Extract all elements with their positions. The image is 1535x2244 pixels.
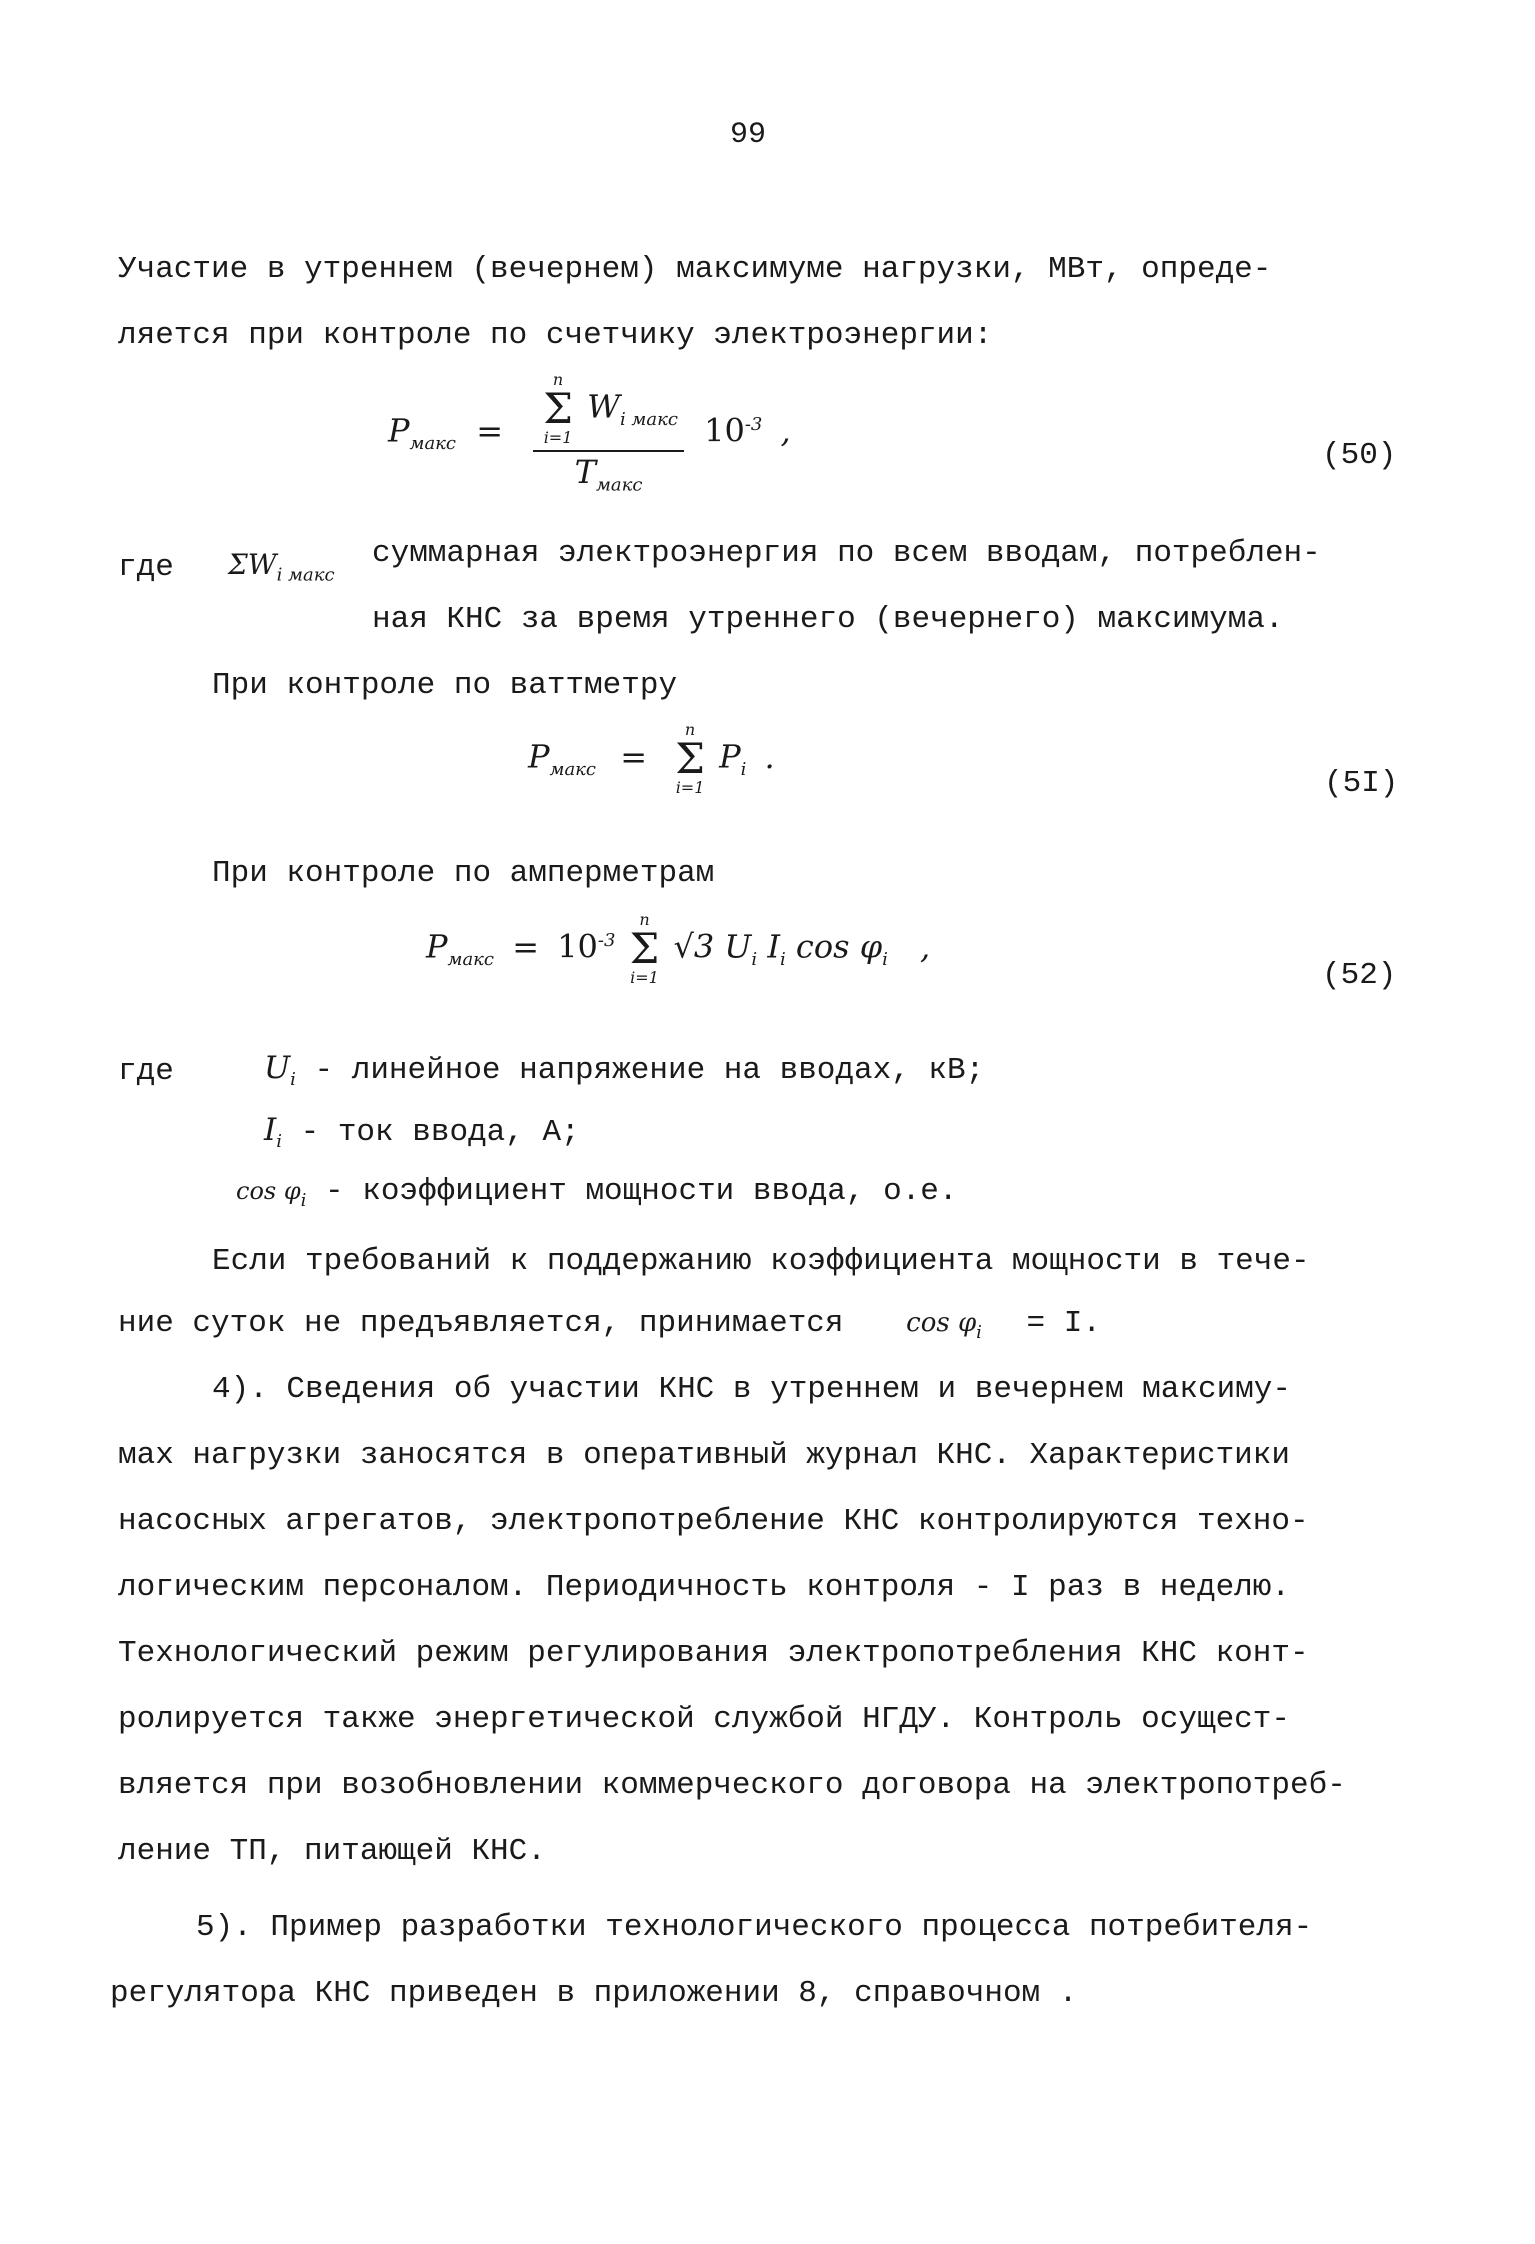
where-2-item-3-text: - коэффициент мощности ввода, о.е. (306, 1174, 958, 1209)
eq52-tail: , (920, 927, 931, 966)
item-4-line: вляется при возобновлении коммерческого договора на электропотреб- (118, 1768, 1346, 1803)
eq51-equals: = (620, 737, 648, 776)
eq50-sum (543, 372, 573, 446)
eq52-term-cos: cos φ (785, 927, 883, 966)
eq52-factor-exp: -3 (597, 929, 616, 951)
wattmeter-intro: При контроле по ваттметру (212, 668, 678, 703)
where-1-symbol-main: ΣW (228, 548, 277, 581)
eq51-sum-upper: n (684, 720, 696, 739)
eq51-term-sub: i (740, 758, 747, 780)
where-2-item-1-sub: i (290, 1069, 296, 1091)
eq50-tail: , (780, 411, 791, 450)
where-2-item-2-symbol: I (264, 1112, 277, 1148)
where-1-symbol-sub: i макс (276, 564, 335, 586)
eq52-sum (630, 912, 660, 986)
eq52-term-i-sub: i (779, 948, 786, 970)
eq50-factor: 10 (704, 411, 745, 450)
eq50-denominator (575, 452, 643, 494)
where-1-text-2: ная КНС за время утреннего (вечернего) максимума. (372, 602, 1284, 637)
paragraph-2-line-1: Если требований к поддержанию коэффициента мощности в тече- (212, 1244, 1310, 1279)
where-2-item-2-text: - ток ввода, А; (282, 1115, 580, 1150)
paragraph-2-line-2 (118, 1306, 1101, 1343)
eq52-sum-sign: Σ (629, 924, 660, 973)
eq50-num-sub: i макс (619, 408, 678, 430)
equation-50-number: (50) (1322, 438, 1397, 473)
eq52-term-u-sub: i (751, 948, 758, 970)
eq50-lhs-sub: макс (409, 433, 457, 455)
eq52-lhs-sub: макс (447, 948, 495, 970)
where-2-item-1-text: - линейное напряжение на вводах, кВ; (295, 1053, 985, 1088)
where-2-item-3-symbol: cos φ (236, 1177, 301, 1205)
eq50-fraction (533, 372, 684, 494)
equation-52-number: (52) (1322, 958, 1397, 993)
eq51-sum-lower: i=1 (675, 778, 705, 797)
paragraph-2-cos-symbol: cos φ (906, 1308, 977, 1338)
item-4-line: мах нагрузки заносятся в оперативный журнал КНС. Характеристики (118, 1438, 1290, 1473)
eq50-sum-lower: i=1 (543, 428, 573, 447)
where-1-symbol (228, 548, 335, 586)
where-2-item (264, 1050, 984, 1090)
item-4-line: ролируется также энергетической службой НГДУ. Контроль осущест- (118, 1702, 1290, 1737)
equation-50 (388, 372, 791, 494)
item-4-line: Технологический режим регулирования электропотребления КНС конт- (118, 1636, 1309, 1671)
item-4-line: логическим персоналом. Периодичность контроля - I раз в неделю. (118, 1570, 1290, 1605)
equation-51 (528, 722, 775, 796)
eq50-den-var: T (574, 453, 596, 491)
equation-51-number: (5I) (1324, 766, 1399, 801)
eq51-sum-sign: Σ (675, 734, 705, 783)
paragraph-1-line-1: Участие в утреннем (вечернем) максимуме нагрузки, МВт, опреде- (118, 252, 1272, 287)
eq50-factor-exp: -3 (744, 414, 763, 436)
where-2-item (236, 1174, 958, 1211)
where-1-label: где (118, 550, 174, 585)
eq52-term-i: I (757, 927, 780, 966)
eq52-sum-lower: i=1 (630, 968, 659, 987)
item-4-line: насосных агрегатов, электропотребление КНС контролируются техно- (118, 1504, 1309, 1539)
page-number: 99 (730, 118, 767, 152)
where-2-label: где (118, 1054, 174, 1089)
eq52-sum-upper: n (639, 910, 650, 929)
eq52-equals: = (512, 927, 540, 966)
eq52-factor: 10 (557, 927, 598, 966)
item-4-line: ление ТП, питающей КНС. (118, 1834, 546, 1869)
ammeter-intro: При контроле по амперметрам (212, 856, 715, 891)
item-4-line: 4). Сведения об участии КНС в утреннем и вечернем максиму- (212, 1372, 1291, 1407)
item-5-line: регулятора КНС приведен в приложении 8, справочном . (110, 1976, 1078, 2011)
eq51-term: P (719, 737, 741, 776)
eq50-sum-sign: Σ (543, 384, 573, 433)
where-2-item-3-sub: i (300, 1190, 307, 1212)
eq50-den-sub: макс (595, 474, 643, 496)
eq51-tail: . (764, 737, 775, 776)
eq51-sum (675, 722, 705, 796)
eq50-num-var: W (587, 387, 620, 426)
eq51-lhs: P (528, 737, 550, 776)
item-5-line: 5). Пример разработки технологического процесса потребителя- (196, 1910, 1313, 1945)
eq52-term-phi-sub: i (882, 948, 888, 970)
paragraph-1-line-2: ляется при контроле по счетчику электроэнергии: (118, 318, 993, 353)
equation-52 (426, 912, 930, 986)
eq52-lhs: P (426, 927, 448, 966)
eq50-lhs: P (388, 411, 410, 450)
eq50-equals: = (476, 411, 504, 450)
where-2-item (264, 1112, 580, 1152)
eq50-numerator (533, 372, 684, 450)
paragraph-2-cos-sub: i (976, 1322, 982, 1344)
where-2-item-2-sub: i (276, 1131, 283, 1153)
eq50-sum-upper: n (552, 370, 564, 389)
where-2-item-1-symbol: U (264, 1050, 291, 1086)
paragraph-2-line-2-value: = I. (1026, 1306, 1101, 1341)
where-1-text-1: суммарная электроэнергия по всем вводам, потреблен- (372, 536, 1321, 571)
eq52-term-u: √3 U (673, 927, 752, 966)
eq51-lhs-sub: макс (549, 758, 597, 780)
paragraph-2-line-2-text: ние суток не предъявляется, принимается (118, 1306, 844, 1341)
